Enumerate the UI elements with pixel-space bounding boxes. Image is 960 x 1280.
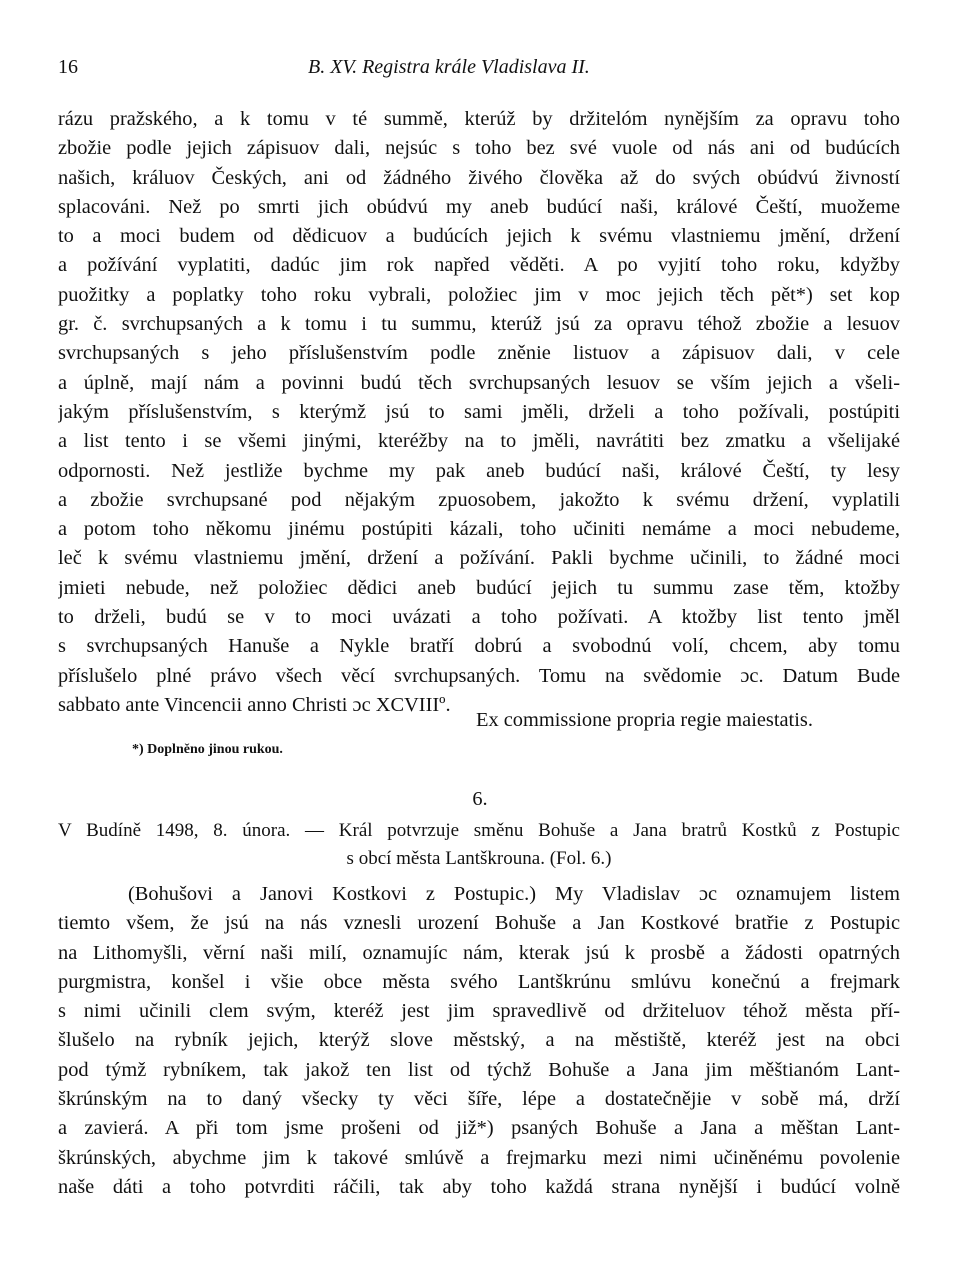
running-head: B. XV. Registra krále Vladislava II. bbox=[308, 56, 590, 78]
text-line: rázu pražského, a k tomu v té summě, kterúž by držitelóm nynějším za opravu toho bbox=[58, 108, 900, 130]
text-line: na Lithomyšli, věrní naši milí, oznamujíc nám, kterak jsú k prosbě a žádosti opatrných bbox=[58, 941, 900, 964]
page-header bbox=[58, 56, 900, 86]
text-line: a úplně, mají nám a povinni budú těch svrchupsaných lesuov se vším jejich a všeli- bbox=[58, 371, 900, 394]
closing-formula: Ex commissione propria regie maiestatis. bbox=[476, 709, 813, 731]
text-line: jakým příslušenstvím, s kterýmž jsú to sami jměli, drželi a toho požívali, postúpiti bbox=[58, 400, 900, 423]
paragraph-1 bbox=[58, 105, 900, 720]
regest bbox=[58, 817, 900, 873]
text-line: to drželi, budú se v to moci uvázati a toho požívati. A ktožby list tento jměl bbox=[58, 606, 900, 629]
text-line: a zbožie svrchupsané pod nějakým zpuosobem, jakožto k svému držení, vyplatili bbox=[58, 488, 900, 511]
text-line: (Bohušovi a Janovi Kostkovi z Postupic.) My Vladislav ɔc oznamujem listem bbox=[128, 883, 900, 905]
text-line: s svrchupsaných Hanuše a Nykle bratří dobrú a svobodnú volí, chcem, aby tomu bbox=[58, 635, 900, 658]
text-line: odpornosti. Než jestliže bychme my pak aneb budúcí naši, králové Čeští, ty lesy bbox=[58, 459, 900, 482]
text-line: tiemto všem, že jsú na nás vznesli urození Bohuše a Jan Kostkové bratřie z Postupic bbox=[58, 912, 900, 935]
regest-line-1: V Budíně 1498, 8. února. — Král potvrzuje směnu Bohuše a Jana bratrů Kostků z Postupic bbox=[58, 820, 900, 841]
text-line: a list tento i se všemi jinými, kteréžby na to jměli, navrátiti bez zmatku a všelijaké bbox=[58, 430, 900, 453]
text-line: splacováni. Než po smrti jich obúdvú my aneb budúcí naši, králové Čeští, muožeme bbox=[58, 195, 900, 218]
text-line: leč k svému vlastniemu jmění, držení a požívání. Pakli bychme učinili, to žádné moci bbox=[58, 547, 900, 570]
text-line: našich, králuov Českých, ani od žádného živého člověka až do svých obúdvú živností bbox=[58, 166, 900, 189]
text-line: škrúnským na to daný všecky ty věci šíře, lépe a dostatečnějie v sobě má, drží bbox=[58, 1088, 900, 1111]
text-line: škrúnských, abychme jim k takové smlúvě a frejmarku mezi nimi učiněnému povolenie bbox=[58, 1146, 900, 1169]
text-line: a zavierá. A při tom jsme prošeni od již*) psaných Bohuše a Jana a měštan Lant- bbox=[58, 1117, 900, 1140]
text-line: to a moci budem od dědicuov a budúcích jejich k svému vlastniemu jmění, držení bbox=[58, 225, 900, 248]
text-line: gr. č. svrchupsaných a k tomu i tu summu, kterúž jsú za opravu téhož zbožie a lesuov bbox=[58, 313, 900, 336]
text-line: jmieti nebude, než položiec dědici aneb budúcí jejich tu summu zase těm, ktožby bbox=[58, 576, 900, 599]
paragraph-2 bbox=[58, 880, 900, 1202]
text-line: příslušelo plné právo všech věcí svrchupsaných. Tomu na svědomie ɔc. Datum Bude bbox=[58, 664, 900, 687]
page-number: 16 bbox=[58, 56, 78, 78]
footnote: *) Doplněno jinou rukou. bbox=[132, 742, 283, 757]
text-line: zbožie podle jejich zápisuov dali, nejsúc s toho bez své vuole od nás ani od budúcích bbox=[58, 137, 900, 160]
regest-line-2: s obcí města Lantškrouna. (Fol. 6.) bbox=[346, 848, 612, 869]
text-line: šlušelo na rybník jejich, kterýž slove městský, a na městiště, kteréž jest na obci bbox=[58, 1029, 900, 1052]
text-line: puožitky a poplatky toho roku vybrali, položiec jim v moc jejich těch pět*) set kop bbox=[58, 283, 900, 306]
text-line: a požívání vyplatiti, dadúc jim rok napřed věděti. A po vyjití toho roku, kdyžby bbox=[58, 254, 900, 277]
text-line: svrchupsaných s jeho příslušenstvím podle zněnie listuov a zápisuov dali, v cele bbox=[58, 342, 900, 365]
text-line: purgmistra, konšel i všie obce města svého Lantškrúnu smlúvu konečnú a frejmark bbox=[58, 970, 900, 993]
text-line: pod týmž rybníkem, tak jakož ten list od týchž Bohuše a Jana jim měštianóm Lant- bbox=[58, 1058, 900, 1081]
text-line: sabbato ante Vincencii anno Christi ɔc XCVIIIº. bbox=[58, 693, 451, 716]
text-line: a potom toho někomu jinému postúpiti kázali, toho učiniti nemáme a moci nebudeme, bbox=[58, 518, 900, 541]
document-number: 6. bbox=[472, 788, 488, 810]
text-line: s nimi učinili clem svým, kteréž jest jim spravedlivě od držiteluov téhož města pří- bbox=[58, 1000, 900, 1023]
text-line: naše dáti a toho potvrditi ráčili, tak aby toho každá strana nynější i budúcí volně bbox=[58, 1175, 900, 1198]
